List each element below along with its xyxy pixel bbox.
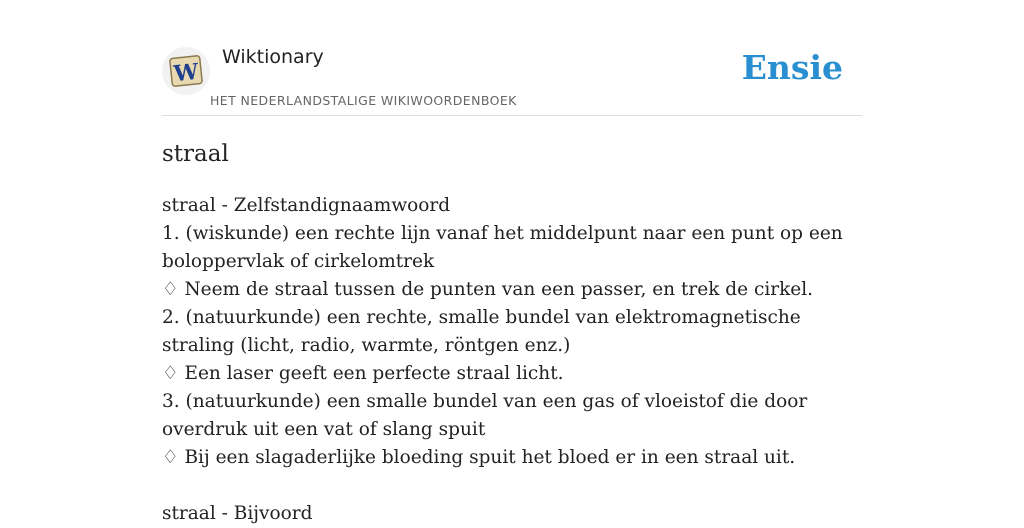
spacer <box>162 472 862 500</box>
definition-entry <box>162 192 862 528</box>
wiktionary-logo[interactable] <box>162 47 210 95</box>
definition-1: 1. (wiskunde) een rechte lijn vanaf het middelpunt naar een punt op een boloppervlak of cirkelomtrek <box>162 223 843 272</box>
page-title: straal <box>162 141 229 167</box>
wiktionary-w-tile-icon <box>168 54 204 88</box>
example-2: ♢ Een laser geeft een perfecte straal licht. <box>162 363 564 384</box>
example-3: ♢ Bij een slagaderlijke bloeding spuit het bloed er in een straal uit. <box>162 447 796 468</box>
site-header <box>162 42 862 116</box>
ensie-brand-link[interactable]: Ensie <box>741 48 843 87</box>
site-name[interactable]: Wiktionary <box>222 46 324 68</box>
site-tagline: HET NEDERLANDSTALIGE WIKIWOORDENBOEK <box>210 93 517 108</box>
logo-letter: W <box>172 58 200 88</box>
definition-2: 2. (natuurkunde) een rechte, smalle bundel van elektromagnetische straling (licht, radio, warmte, röntgen enz.) <box>162 307 801 356</box>
example-1: ♢ Neem de straal tussen de punten van een passer, en trek de cirkel. <box>162 279 814 300</box>
word-class-heading-2: straal - Bijvoord <box>162 503 313 524</box>
main-content <box>162 136 862 528</box>
definition-3: 3. (natuurkunde) een smalle bundel van een gas of vloeistof die door overdruk uit een vat of slang spuit <box>162 391 808 440</box>
word-class-heading: straal - Zelfstandignaamwoord <box>162 195 451 216</box>
